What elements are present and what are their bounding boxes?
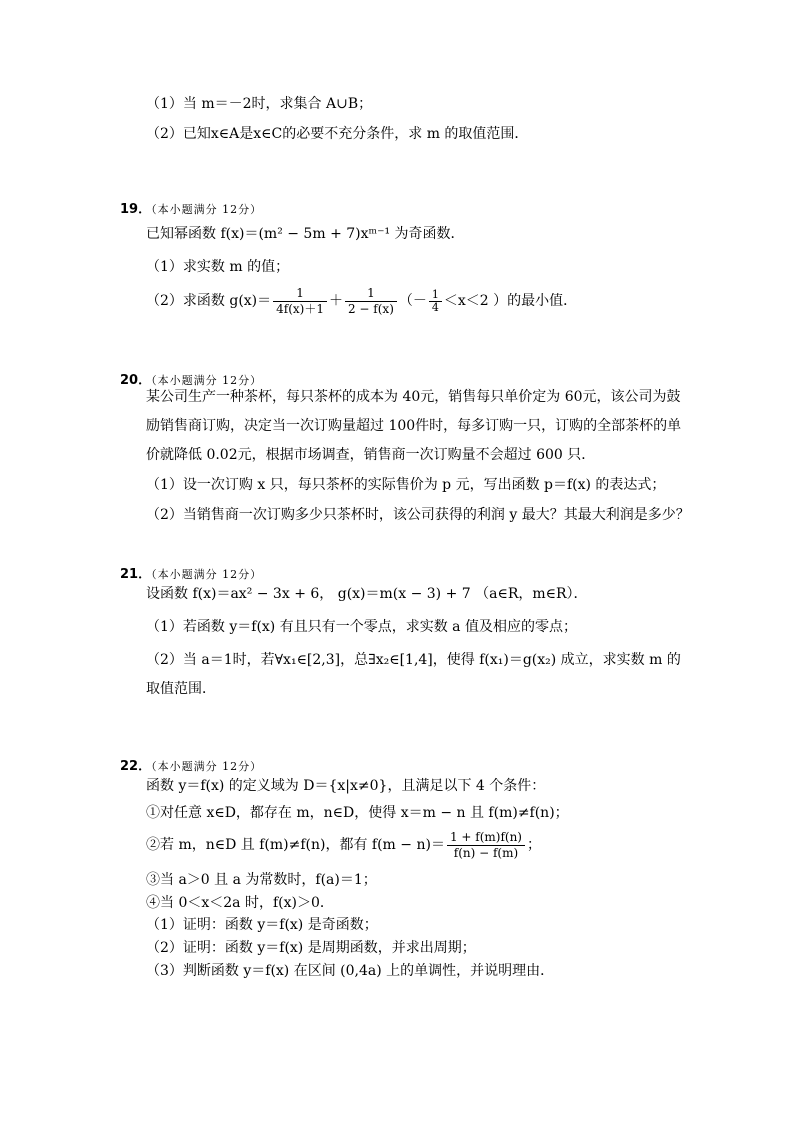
q22-header-line <box>120 756 262 777</box>
q21-stem: 设函数 f(x)＝ax² − 3x + 6， g(x)＝m(x − 3) + 7 （a∈R，m∈R）． <box>146 586 588 602</box>
q19-part-2-prefix: （2）求函数 g(x)＝ <box>146 293 272 309</box>
q18-part-2: （2）已知x∈A是x∈C的必要不充分条件，求 m 的取值范围． <box>146 126 529 142</box>
q20-number: 20． <box>120 373 152 388</box>
q19-condition-fraction <box>429 289 442 314</box>
q19-fraction-2 <box>345 286 397 317</box>
q22-number: 22． <box>120 759 152 774</box>
q22-part-2: （2）证明：函数 y＝f(x) 是周期函数，并求出周期； <box>146 940 476 956</box>
q22-condition-2-fraction <box>447 830 525 861</box>
q22-condition-2-numerator: 1 + f(m)f(n) <box>447 830 525 846</box>
q22-stem: 函数 y＝f(x) 的定义域为 D＝{x|x≠0}，且满足以下 4 个条件： <box>146 778 546 794</box>
q22-condition-2-prefix: ②若 m，n∈D 且 f(m)≠f(n)，都有 f(m − n)＝ <box>146 837 445 853</box>
q21-part-1: （1）若函数 y＝f(x) 有且只有一个零点，求实数 a 值及相应的零点； <box>146 619 577 635</box>
q19-plus-sign: ＋ <box>328 293 343 309</box>
q20-part-1: （1）设一次订购 x 只，每只茶杯的实际售价为 p 元，写出函数 p＝f(x) 的表达式； <box>146 477 666 493</box>
q21-part-2: （2）当 a＝1时，若∀x₁∈[2,3]，总∃x₂∈[1,4]，使得 f(x₁)＝g(x₂) 成立，求实数 m 的 <box>146 652 681 668</box>
q22-condition-1: ①对任意 x∈D，都存在 m，n∈D，使得 x＝m − n 且 f(m)≠f(n)； <box>146 805 569 821</box>
q19-stem: 已知幂函数 f(x)＝(m² − 5m + 7)xᵐ⁻¹ 为奇函数． <box>146 226 465 242</box>
q22-condition-2-denominator: f(n) − f(m) <box>453 845 519 860</box>
q21-score-note: （本小题满分 12分） <box>151 568 263 581</box>
q22-condition-2-suffix: ； <box>527 837 541 853</box>
q19-fraction-1 <box>273 286 327 317</box>
q19-fraction-2-denominator: 2 − f(x) <box>347 301 394 316</box>
q21-number: 21． <box>120 567 152 582</box>
q19-condition-numerator: 1 <box>429 289 442 302</box>
q19-fraction-1-numerator: 1 <box>273 286 327 302</box>
q20-part-2: （2）当销售商一次订购多少只茶杯时，该公司获得的利润 y 最大？其最大利润是多少？ <box>146 507 690 523</box>
q19-condition-open: （－ <box>398 293 427 309</box>
q22-score-note: （本小题满分 12分） <box>151 760 263 773</box>
q19-condition-close: ＜x＜2 ）的最小值． <box>443 293 578 309</box>
q21-part-2-continued: 取值范围． <box>146 681 216 697</box>
q19-fraction-1-denominator: 4f(x)＋1 <box>276 301 324 316</box>
q20-score-note: （本小题满分 12分） <box>151 374 263 387</box>
q22-condition-2 <box>146 828 541 862</box>
q22-condition-4: ④当 0＜x＜2a 时，f(x)＞0． <box>146 895 334 911</box>
q21-header-line <box>120 564 262 585</box>
q19-part-2 <box>146 284 577 318</box>
q20-stem-line-2: 励销售商订购，决定当一次订购量超过 100件时，每多订购一只，订购的全部茶杯的单 <box>146 418 682 434</box>
q19-condition-denominator: 4 <box>431 300 439 314</box>
q20-stem-line-1: 某公司生产一种茶杯，每只茶杯的成本为 40元，销售每只单价定为 60元，该公司为鼓 <box>146 389 681 405</box>
q19-part-1: （1）求实数 m 的值； <box>146 259 290 275</box>
q22-part-3: （3）判断函数 y＝f(x) 在区间 (0,4a) 上的单调性，并说明理由． <box>146 963 555 979</box>
q20-stem-line-3: 价就降低 0.02元，根据市场调查，销售商一次订购量不会超过 600 只． <box>146 447 596 463</box>
q19-number: 19． <box>120 202 152 217</box>
q22-part-1: （1）证明：函数 y＝f(x) 是奇函数； <box>146 917 378 933</box>
q19-fraction-2-numerator: 1 <box>345 286 397 302</box>
q19-score-note: （本小题满分 12分） <box>151 203 263 216</box>
q22-condition-3: ③当 a＞0 且 a 为常数时，f(a)＝1； <box>146 872 377 888</box>
q18-part-1: （1）当 m＝－2时，求集合 A∪B； <box>146 96 373 112</box>
q19-header-line <box>120 199 262 220</box>
